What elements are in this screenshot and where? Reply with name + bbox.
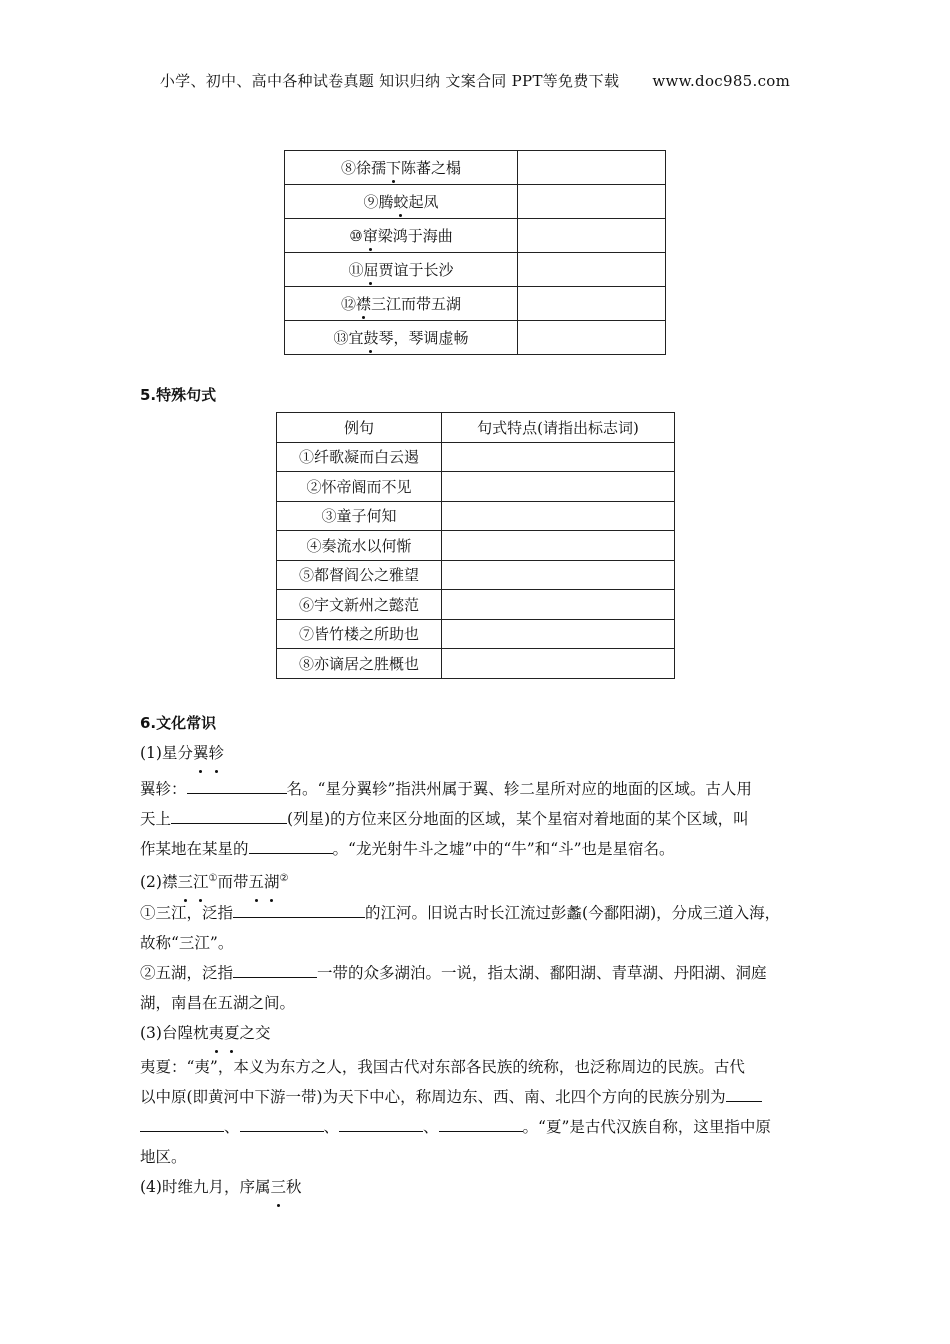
answer-blank[interactable] [233, 961, 317, 978]
answer-cell[interactable] [518, 287, 666, 321]
example-cell [285, 219, 518, 253]
paragraph-4-line-3 [140, 1112, 820, 1142]
paragraph-1-line-2 [140, 804, 820, 834]
example-cell: ④奏流水以何惭 [277, 531, 442, 561]
dotted-char: 三 [270, 1172, 286, 1202]
paragraph-1-line-1 [140, 774, 820, 804]
dotted-char: 鼓 [363, 329, 379, 347]
text: 名。“星分翼轸”指洪州属于翼、轸二星所对应的地面的区域。古人用 [286, 780, 752, 798]
example-cell [285, 185, 518, 219]
text: 、 [423, 1118, 439, 1136]
text: 。“龙光射牛斗之墟”中的“牛”和“斗”也是星宿名。 [332, 840, 675, 858]
table-row [285, 151, 666, 185]
dotted-char: 夏 [224, 1018, 240, 1048]
example-cell: ⑥宇文新州之懿范 [277, 590, 442, 620]
text: 起凤 [408, 193, 439, 211]
page-header [0, 70, 950, 91]
table-row [277, 442, 675, 472]
section5-title: 5.特殊句式 [140, 386, 217, 404]
text: 一带的众多湖泊。一说，指太湖、鄱阳湖、青草湖、丹阳湖、洞庭 [317, 964, 767, 982]
text: 之交 [239, 1024, 271, 1042]
text: 梁鸿于海曲 [377, 227, 453, 245]
col-header-example: 例句 [277, 413, 442, 443]
answer-cell[interactable] [518, 151, 666, 185]
example-cell [285, 321, 518, 355]
paragraph-4-line-1 [140, 1052, 820, 1082]
example-cell: ②怀帝阍而不见 [277, 472, 442, 502]
table-row [277, 531, 675, 561]
answer-blank[interactable] [339, 1115, 423, 1132]
answer-cell[interactable] [442, 442, 675, 472]
text: 秋 [285, 1178, 302, 1196]
example-cell: ⑦皆竹楼之所助也 [277, 619, 442, 649]
answer-cell[interactable] [442, 619, 675, 649]
text: (4)时维九月，序属 [140, 1178, 271, 1196]
answer-cell[interactable] [442, 590, 675, 620]
dotted-char: 三 [177, 867, 193, 897]
table-row [277, 649, 675, 679]
text: 、 [224, 1118, 240, 1136]
example-cell: ③童子何知 [277, 501, 442, 531]
answer-blank[interactable] [249, 837, 333, 854]
answer-blank[interactable] [726, 1085, 762, 1102]
answer-blank[interactable] [233, 901, 365, 918]
text: 湖，南昌在五湖之间。 [140, 994, 296, 1012]
text: 陈蕃之榻 [401, 159, 462, 177]
text: (2)襟 [140, 873, 178, 892]
table-row [277, 501, 675, 531]
dotted-char: 夷 [208, 1018, 224, 1048]
text: 的江河。旧说古时长江流过彭蠡(今鄱阳湖)，分成三道入海， [365, 904, 781, 922]
dotted-char: 五 [248, 867, 264, 897]
text: 琴，琴调虚畅 [378, 329, 469, 347]
dotted-char: 江 [193, 867, 209, 897]
table-row [285, 185, 666, 219]
paragraph-3-line-2 [140, 988, 820, 1018]
table-row [277, 619, 675, 649]
dotted-char: 窜 [362, 227, 378, 245]
col-header-feature: 句式特点(请指出标志词) [442, 413, 675, 443]
answer-cell[interactable] [518, 185, 666, 219]
section6-title: 6.文化常识 [140, 714, 217, 732]
answer-cell[interactable] [518, 219, 666, 253]
answer-blank[interactable] [439, 1115, 523, 1132]
answer-cell[interactable] [518, 253, 666, 287]
text: 地区。 [140, 1148, 187, 1166]
paragraph-3-line-1 [140, 958, 820, 988]
sub-heading-2 [140, 864, 820, 897]
answer-blank[interactable] [171, 807, 287, 824]
table-header-row [277, 413, 675, 443]
paragraph-1-line-3 [140, 834, 820, 864]
text: ①三江，泛指 [140, 904, 234, 922]
vocab-table [284, 150, 666, 355]
dotted-char: 翼 [193, 738, 209, 768]
text: 。“夏”是古代汉族自称，这里指中原 [522, 1118, 771, 1136]
table-row [285, 253, 666, 287]
answer-cell[interactable] [442, 649, 675, 679]
dotted-char: 下 [385, 159, 401, 177]
header-text: 小学、初中、高中各种试卷真题 知识归纳 文案合同 PPT等免费下载 [159, 72, 620, 90]
answer-cell[interactable] [442, 560, 675, 590]
text: (3)台隍枕 [140, 1024, 209, 1042]
answer-blank[interactable] [240, 1115, 324, 1132]
text: 天上 [140, 810, 172, 828]
text: 夷夏：“夷”，本义为东方之人，我国古代对东部各民族的统称，也泛称周边的民族。古代 [140, 1058, 745, 1076]
answer-cell[interactable] [442, 531, 675, 561]
dotted-char: 轸 [208, 738, 224, 768]
text: ⑪ [348, 261, 364, 279]
sub-heading-1 [140, 738, 820, 768]
example-cell [285, 253, 518, 287]
paragraph-4-line-2 [140, 1082, 820, 1112]
table-row [277, 472, 675, 502]
paragraph-2-line-2 [140, 928, 820, 958]
table-row [285, 219, 666, 253]
answer-blank[interactable] [140, 1115, 224, 1132]
text: (1)星分 [140, 744, 193, 762]
text: 翼轸： [140, 780, 187, 798]
answer-cell[interactable] [442, 501, 675, 531]
text: 以中原(即黄河中下游一带)为天下中心，称周边东、西、南、北四个方向的民族分别为 [140, 1088, 726, 1106]
footnote-mark: ② [279, 873, 289, 884]
header-site: www.doc985.com [652, 72, 791, 90]
table-row [285, 321, 666, 355]
text: 而带 [217, 873, 249, 892]
dotted-char: 湖 [264, 867, 280, 897]
text: ⑬宜 [333, 329, 364, 347]
text: 贾谊于长沙 [378, 261, 454, 279]
dotted-char: 蛟 [393, 193, 409, 211]
sub-heading-3 [140, 1018, 820, 1048]
example-cell [285, 287, 518, 321]
text: 故称“三江”。 [140, 934, 234, 952]
text: ②五湖，泛指 [140, 964, 234, 982]
sentence-pattern-table [276, 412, 675, 679]
example-cell: ⑧亦谪居之胜概也 [277, 649, 442, 679]
answer-blank[interactable] [187, 777, 287, 794]
text: 、 [323, 1118, 340, 1136]
example-cell [285, 151, 518, 185]
table-row [277, 590, 675, 620]
answer-cell[interactable] [442, 472, 675, 502]
dotted-char: 屈 [363, 261, 379, 279]
answer-cell[interactable] [518, 321, 666, 355]
text: ⑫ [340, 295, 356, 313]
example-cell: ①纤歌凝而白云遏 [277, 442, 442, 472]
paragraph-2-line-1 [140, 898, 820, 928]
text: 三江而带五湖 [371, 295, 462, 313]
text: ⑩ [349, 227, 363, 245]
text: (列星)的方位来区分地面的区域，某个星宿对着地面的某个区域，叫 [287, 810, 749, 828]
dotted-char: 襟 [355, 295, 371, 313]
example-cell: ⑤都督阎公之雅望 [277, 560, 442, 590]
text: ⑨腾 [363, 193, 394, 211]
footnote-mark: ① [208, 873, 218, 884]
table-row [285, 287, 666, 321]
paragraph-4-line-4 [140, 1142, 820, 1172]
text: ⑧徐孺 [340, 159, 386, 177]
sub-heading-4 [140, 1172, 820, 1202]
table-row [277, 560, 675, 590]
text: 作某地在某星的 [140, 840, 249, 858]
